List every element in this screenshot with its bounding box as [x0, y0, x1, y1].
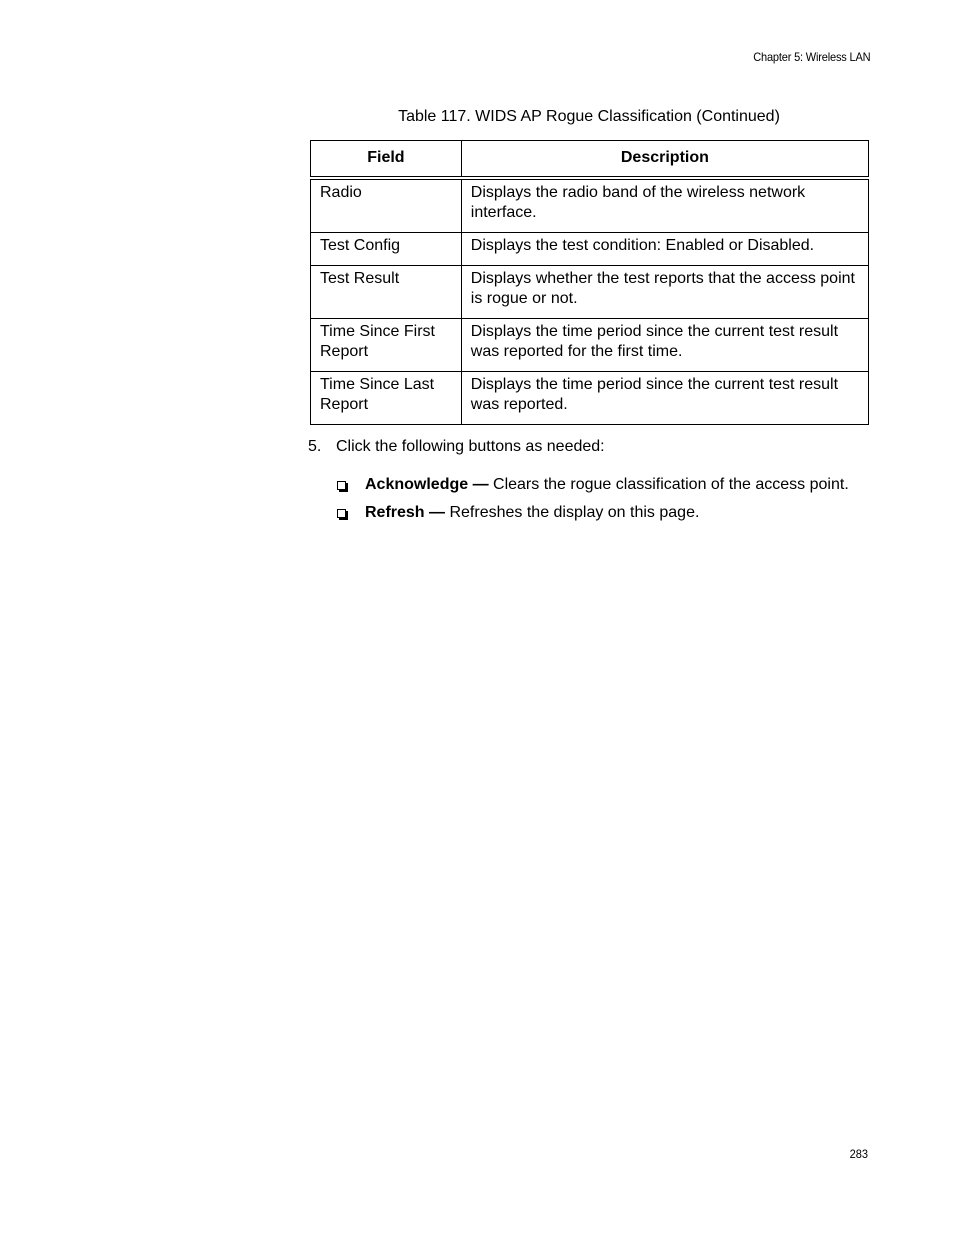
list-item-refresh: [336, 503, 869, 523]
field-cell: Test Config: [311, 233, 462, 266]
table-header-row: [311, 141, 869, 179]
checkbox-bullet-icon: [337, 481, 346, 490]
bullet-term: Refresh —: [365, 504, 446, 521]
table-row: [311, 372, 869, 425]
field-cell: Time Since Last Report: [311, 372, 462, 425]
button-list: [336, 475, 869, 531]
description-cell: Displays whether the test reports that the access point is rogue or not.: [461, 266, 868, 319]
field-cell: Time Since First Report: [311, 319, 462, 372]
description-cell: Displays the test condition: Enabled or Disabled.: [461, 233, 868, 266]
table-caption: Table 117. WIDS AP Rogue Classification (Continued): [398, 108, 780, 125]
bullet-text: Refreshes the display on this page.: [445, 504, 700, 521]
column-header-field: Field: [311, 141, 462, 179]
list-item-acknowledge: [336, 475, 869, 495]
step-number: 5.: [308, 438, 322, 455]
table-row: [311, 266, 869, 319]
column-header-description: Description: [461, 141, 868, 179]
page-number: 283: [849, 1147, 868, 1161]
description-cell: Displays the time period since the current test result was reported for the first time.: [461, 319, 868, 372]
wids-rogue-classification-table: [310, 140, 869, 425]
bullet-text: Clears the rogue classification of the access point.: [488, 476, 849, 493]
field-cell: Test Result: [311, 266, 462, 319]
step-text: Click the following buttons as needed:: [336, 438, 605, 455]
running-header: Chapter 5: Wireless LAN: [752, 50, 870, 64]
table-row: [311, 233, 869, 266]
table-row: [311, 178, 869, 233]
description-cell: Displays the radio band of the wireless network interface.: [461, 178, 868, 233]
field-cell: Radio: [311, 178, 462, 233]
checkbox-bullet-icon: [337, 509, 346, 518]
bullet-term: Acknowledge —: [365, 476, 489, 493]
step-5: [308, 437, 605, 457]
table-row: [311, 319, 869, 372]
description-cell: Displays the time period since the current test result was reported.: [461, 372, 868, 425]
